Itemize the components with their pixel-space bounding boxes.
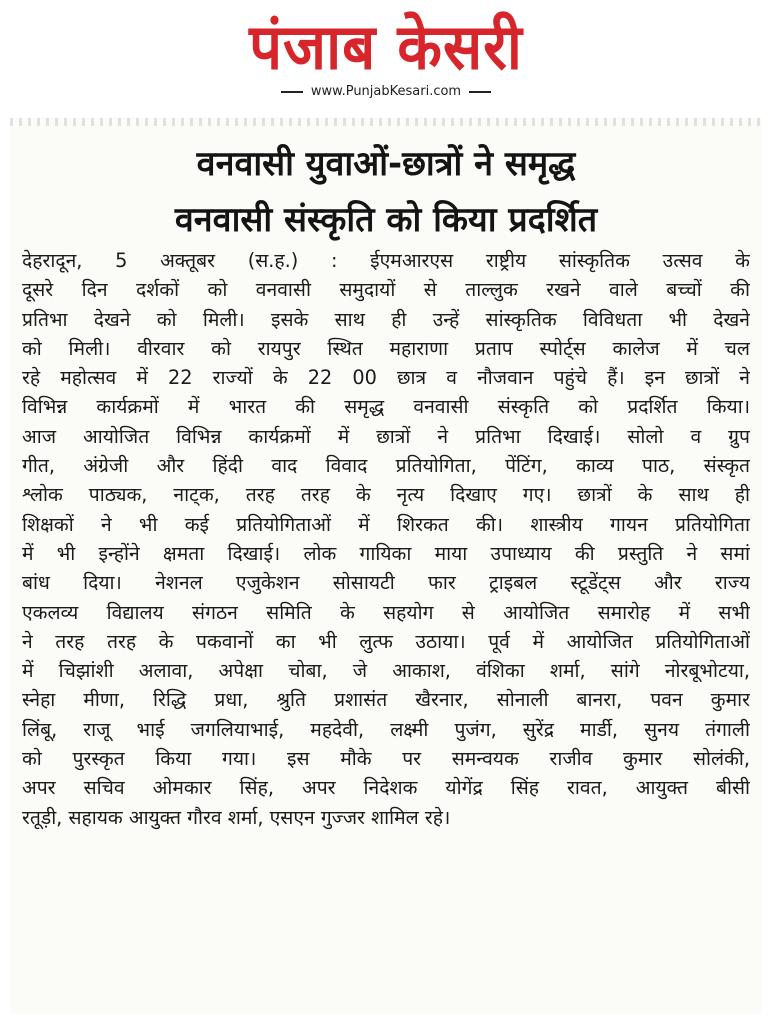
article-line: आज आयोजित विभिन्न कार्यक्रमों में छात्रों ने प्रतिभा दिखाई। सोलो व ग्रुप <box>22 424 750 448</box>
news-clipping <box>10 118 762 1014</box>
headline-line-1: वनवासी युवाओं-छात्रों ने समृद्ध <box>196 144 576 184</box>
masthead <box>0 10 772 99</box>
article-line: में चिझांशी अलावा, अपेक्षा चोबा, जे आकाश, वंशिका शर्मा, सांगे नोरबूभोटया, <box>22 659 750 683</box>
article-line: रतूड़ी, सहायक आयुक्त गौरव शर्मा, एसएन गुज्जर शामिल रहे। <box>22 805 451 829</box>
article-line: अपर सचिव ओमकार सिंह, अपर निदेशक योगेंद्र सिंह रावत, आयुक्त बीसी <box>22 776 750 800</box>
article-line: गीत, अंग्रेजी और हिंदी वाद विवाद प्रतियोगिता, पेंटिंग, काव्य पाठ, संस्कृत <box>22 454 750 478</box>
article-line: श्लोक पाठ्यक, नाट्क, तरह तरह के नृत्य दिखाए गए। छात्रों के साथ ही <box>22 483 750 507</box>
headline-line-2: वनवासी संस्कृति को किया प्रदर्शित <box>174 200 598 240</box>
article-line: में भी इन्होंने क्षमता दिखाई। लोक गायिका माया उपाध्याय की प्रस्तुति ने समां <box>22 541 750 565</box>
article-line: शिक्षकों ने भी कई प्रतियोगिताओं में शिरकत की। शास्त्रीय गायन प्रतियोगिता <box>22 512 750 536</box>
newspaper-logo: पंजाब केसरी <box>249 10 523 84</box>
website-row <box>0 84 772 99</box>
article-line: विभिन्न कार्यक्रमों में भारत की समृद्ध वनवासी संस्कृति को प्रदर्शित किया। <box>22 395 750 419</box>
left-rule <box>281 91 303 93</box>
article-line: बांध दिया। नेशनल एजुकेशन सोसायटी फार ट्राइबल स्टूडेंट्स और राज्य <box>22 571 750 595</box>
article-line: ने तरह तरह के पकवानों का भी लुत्फ उठाया। पूर्व में आयोजित प्रतियोगिताओं <box>22 629 750 653</box>
article-line: प्रतिभा देखने को मिली। इसके साथ ही उन्हें सांस्कृतिक विविधता भी देखने <box>22 307 750 331</box>
website-url: www.PunjabKesari.com <box>310 84 462 99</box>
right-rule <box>469 91 491 93</box>
article-line: को मिली। वीरवार को रायपुर स्थित महाराणा प्रताप स्पोर्ट्स कालेज में चल <box>22 336 750 360</box>
article-line: स्नेहा मीणा, रिद्धि प्रधा, श्रुति प्रशासंत खैरनार, सोनाली बानरा, पवन कुमार <box>22 688 750 712</box>
article-line: रहे महोत्सव में 22 राज्यों के 22 00 छात्र व नौजवान पहुंचे हैं। इन छात्रों ने <box>22 366 750 390</box>
article-line: को पुरस्कृत किया गया। इस मौके पर समन्वयक राजीव कुमार सोलंकी, <box>22 747 750 771</box>
clipping-cut-edge <box>10 118 762 126</box>
article-line: देहरादून, 5 अक्तूबर (स.ह.) : ईएमआरएस राष्ट्रीय सांस्कृतिक उत्सव के <box>22 249 750 272</box>
headline <box>10 136 762 248</box>
article-line: एकलव्य विद्यालय संगठन समिति के सहयोग से आयोजित समारोह में सभी <box>22 600 750 624</box>
article-body <box>22 246 750 832</box>
article-line: दूसरे दिन दर्शकों को वनवासी समुदायों से ताल्लुक रखने वाले बच्चों की <box>22 278 750 302</box>
article-line: लिंबू, राजू भाई जगलियाभाई, महदेवी, लक्ष्मी पुजंग, सुरेंद्र मार्डी, सुनय तंगाली <box>22 717 750 741</box>
